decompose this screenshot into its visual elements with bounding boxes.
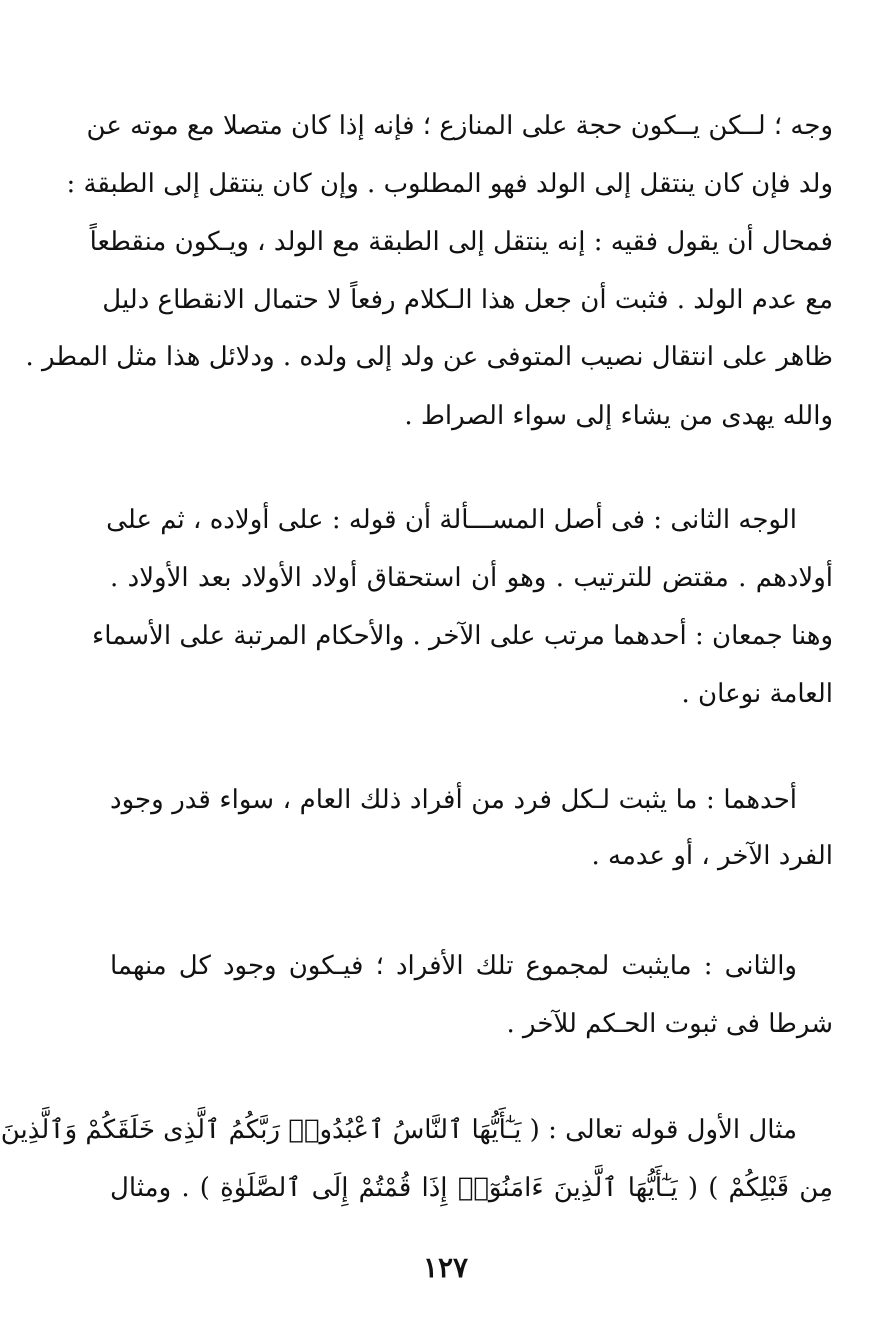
text-line: أولادهم . مقتض للترتيب . وهو أن استحقاق أولاد الأولاد بعد الأولاد . bbox=[110, 563, 833, 593]
text-line: والثانى : مايثبت لمجموع تلك الأفراد ؛ فيـكون وجود كل منهما bbox=[110, 951, 797, 981]
text-line: شرطا فى ثبوت الحـكم للآخر . bbox=[506, 1009, 833, 1039]
page-number: ١٢٧ bbox=[422, 1251, 469, 1284]
text-line: مثال الأول قوله تعالى : ( يَـٰٓأَيُّهَا ٱلنَّاسُ ٱعْبُدُوا۟ رَبَّكُمُ ٱلَّذِى خَلَقَكُمْ وَٱلَّذِينَ bbox=[0, 1115, 797, 1145]
text-line: مع عدم الولد . فثبت أن جعل هذا الـكلام رفعاً لا حتمال الانقطاع دليل bbox=[102, 285, 833, 315]
text-line: أحدهما : ما يثبت لـكل فرد من أفراد ذلك العام ، سواء قدر وجود bbox=[110, 785, 797, 815]
text-line: وهنا جمعان : أحدهما مرتب على الآخر . والأحكام المرتبة على الأسماء bbox=[92, 621, 833, 651]
text-line: مِن قَبْلِكُمْ ) ( يَـٰٓأَيُّهَا ٱلَّذِينَ ءَامَنُوٓا۟ إِذَا قُمْتُمْ إِلَى ٱلصَّلَوٰةِ ) . ومثال bbox=[110, 1173, 833, 1203]
text-line: ظاهر على انتقال نصيب المتوفى عن ولد إلى ولده . ودلائل هذا مثل المطر . bbox=[25, 342, 833, 372]
text-line: ولد فإن كان ينتقل إلى الولد فهو المطلوب . وإن كان ينتقل إلى الطبقة : bbox=[66, 169, 833, 199]
text-line: الفرد الآخر ، أو عدمه . bbox=[591, 841, 833, 871]
text-line: فمحال أن يقول فقيه : إنه ينتقل إلى الطبقة مع الولد ، ويـكون منقطعاً bbox=[89, 227, 833, 257]
text-line: العامة نوعان . bbox=[681, 679, 833, 709]
text-line: الوجه الثانى : فى أصل المســـألة أن قوله : على أولاده ، ثم على bbox=[106, 505, 797, 535]
text-line: والله يهدى من يشاء إلى سواء الصراط . bbox=[404, 401, 833, 431]
text-line: وجه ؛ لــكن يــكون حجة على المنازع ؛ فإنه إذا كان متصلا مع موته عن bbox=[86, 111, 833, 141]
